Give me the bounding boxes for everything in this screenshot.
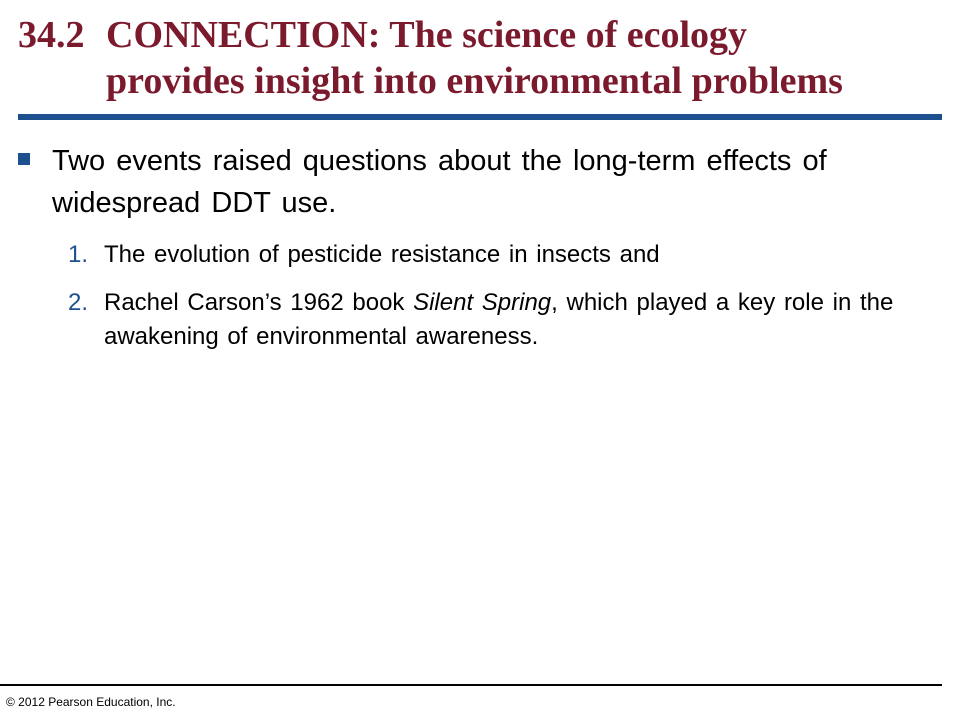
bullet-text: Two events raised questions about the long-term effects of widespread DDT use. [52, 145, 827, 219]
list-item-number: 2. [68, 289, 89, 316]
list-item-text: The evolution of pesticide resistance in insects and [104, 241, 660, 268]
section-number: 34.2 [18, 14, 85, 56]
title-divider [18, 114, 942, 120]
title-line-2 [18, 58, 948, 104]
list-item-text [104, 286, 938, 354]
copyright-notice: © 2012 Pearson Education, Inc. [6, 695, 176, 709]
list-item-number: 1. [68, 241, 89, 268]
slide-body [18, 140, 938, 354]
title-line-1 [18, 12, 948, 58]
numbered-list [18, 238, 938, 354]
list-item [68, 238, 938, 272]
slide-title [18, 12, 948, 104]
title-text-line-1: CONNECTION: The science of ecology [106, 14, 748, 56]
list-item-text-end: , which played a key role in the awakening of environmental awareness. [104, 289, 894, 350]
list-item [68, 286, 938, 354]
title-text-line-2: provides insight into environmental problems [106, 60, 843, 102]
footer-divider [0, 684, 942, 686]
list-item-text-start: Rachel Carson’s 1962 book [104, 289, 414, 316]
square-bullet-icon [18, 140, 52, 224]
bullet-point [18, 140, 938, 224]
book-title: Silent Spring [413, 289, 552, 316]
